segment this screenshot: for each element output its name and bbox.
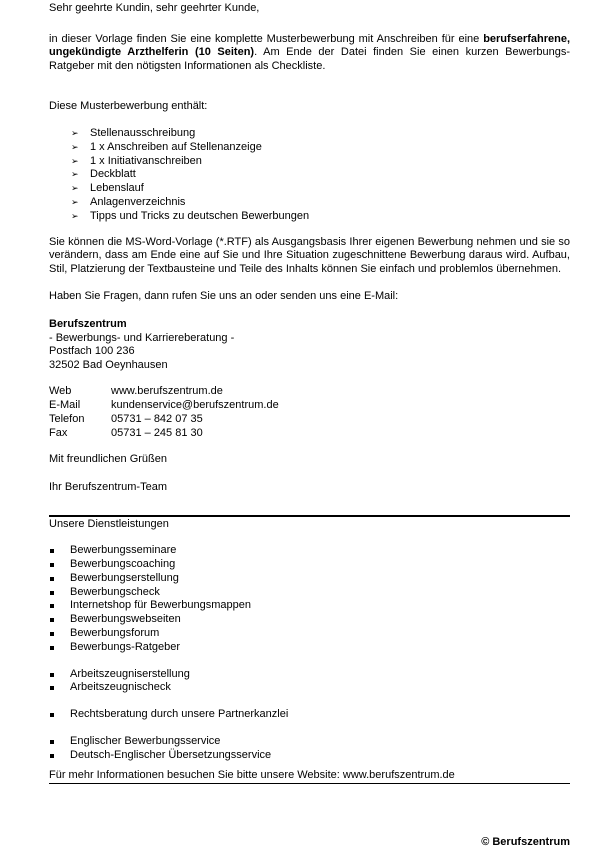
list-item: Bewerbungswebseiten bbox=[49, 613, 570, 627]
arrow-bullet-icon: ➢ bbox=[71, 155, 79, 166]
list-item: Bewerbungscheck bbox=[49, 586, 570, 600]
square-bullet-icon bbox=[50, 673, 54, 677]
square-bullet-icon bbox=[50, 632, 54, 636]
list-item: ➢ Deckblatt bbox=[71, 168, 136, 181]
copyright-notice: © Berufszentrum bbox=[481, 836, 570, 848]
square-bullet-icon bbox=[50, 740, 54, 744]
services-list-english bbox=[49, 735, 570, 763]
arrow-bullet-icon: ➢ bbox=[71, 183, 79, 194]
list-item: Bewerbungs-Ratgeber bbox=[49, 641, 570, 655]
intro-text-end: . Am Ende der Datei finden Sie einen kurzen Bewerbungs-Ratgeber mit den nötigsten Informationen als Checkliste. bbox=[49, 46, 570, 72]
contact-row-email: E-Mail kundenservice@berufszentrum.de bbox=[49, 399, 279, 412]
usage-paragraph: Sie können die MS-Word-Vorlage (*.RTF) als Ausgangsbasis Ihrer eigenen Bewerbung nehmen und sie so verändern, dass am Ende eine auf Sie und Ihre Situation zugeschnittene Bewerbung daraus wird. Aufbau, Stil, Platzierung der Textbausteine und Teile des Inhalts können Sie einfach und problemlos übernehmen. bbox=[49, 235, 570, 275]
signature: Ihr Berufszentrum-Team bbox=[49, 481, 167, 494]
list-item: ➢ Tipps und Tricks zu deutschen Bewerbungen bbox=[71, 209, 310, 222]
square-bullet-icon bbox=[50, 754, 54, 758]
list-item: ➢ 1 x Initiativanschreiben bbox=[71, 154, 202, 167]
square-bullet-icon bbox=[50, 646, 54, 650]
list-item: Deutsch-Englischer Übersetzungsservice bbox=[49, 749, 570, 763]
services-list-main bbox=[49, 544, 570, 654]
intro-highlight: berufserfahrene, ungekündigte Arzthelferin (10 Seiten) bbox=[49, 32, 570, 59]
contact-row-web: Web www.berufszentrum.de bbox=[49, 385, 223, 398]
list-item: Bewerbungscoaching bbox=[49, 558, 570, 572]
list-item: ➢ Lebenslauf bbox=[71, 182, 144, 195]
list-item: Arbeitszeugniserstellung bbox=[49, 668, 570, 682]
intro-text: in dieser Vorlage finden Sie eine komplette Musterbewerbung mit Anschreiben für eine bbox=[49, 32, 484, 45]
arrow-bullet-icon: ➢ bbox=[71, 127, 79, 138]
document-page bbox=[49, 0, 570, 784]
list-item: Bewerbungsseminare bbox=[49, 544, 570, 558]
square-bullet-icon bbox=[50, 618, 54, 622]
list-item: Internetshop für Bewerbungsmappen bbox=[49, 599, 570, 613]
contact-table bbox=[49, 385, 570, 440]
square-bullet-icon bbox=[50, 604, 54, 608]
list-item: ➢ Anlagenverzeichnis bbox=[71, 195, 186, 208]
arrow-bullet-icon: ➢ bbox=[71, 210, 79, 221]
list-item: Arbeitszeugnischeck bbox=[49, 681, 570, 695]
more-info-line: Für mehr Informationen besuchen Sie bitte unsere Website: www.berufszentrum.de bbox=[49, 769, 570, 785]
contents-heading: Diese Musterbewerbung enthält: bbox=[49, 100, 208, 113]
arrow-bullet-icon: ➢ bbox=[71, 169, 79, 180]
arrow-bullet-icon: ➢ bbox=[71, 141, 79, 152]
list-item: Englischer Bewerbungsservice bbox=[49, 735, 570, 749]
square-bullet-icon bbox=[50, 591, 54, 595]
questions-text: Haben Sie Fragen, dann rufen Sie uns an oder senden uns eine E-Mail: bbox=[49, 290, 399, 303]
services-list-certificates bbox=[49, 668, 570, 696]
contact-row-phone: Telefon 05731 – 842 07 35 bbox=[49, 412, 203, 425]
company-tagline: - Bewerbungs- und Karriereberatung - bbox=[49, 331, 235, 344]
email-link[interactable]: kundenservice@berufszentrum.de bbox=[111, 399, 279, 412]
intro-paragraph bbox=[49, 33, 570, 74]
square-bullet-icon bbox=[50, 563, 54, 567]
closing: Mit freundlichen Grüßen bbox=[49, 453, 167, 466]
company-city: 32502 Bad Oeynhausen bbox=[49, 358, 168, 371]
arrow-bullet-icon: ➢ bbox=[71, 196, 79, 207]
web-link[interactable]: www.berufszentrum.de bbox=[111, 385, 223, 398]
square-bullet-icon bbox=[50, 577, 54, 581]
greeting: Sehr geehrte Kundin, sehr geehrter Kunde, bbox=[49, 2, 260, 14]
list-item: ➢ 1 x Anschreiben auf Stellenanzeige bbox=[71, 140, 262, 153]
company-name: Berufszentrum bbox=[49, 317, 127, 330]
divider bbox=[49, 515, 570, 517]
list-item: Bewerbungserstellung bbox=[49, 572, 570, 586]
contents-list bbox=[49, 127, 570, 224]
list-item: Rechtsberatung durch unsere Partnerkanzlei bbox=[49, 708, 570, 722]
list-item: Bewerbungsforum bbox=[49, 627, 570, 641]
services-title: Unsere Dienstleistungen bbox=[49, 517, 169, 530]
square-bullet-icon bbox=[50, 549, 54, 553]
contact-row-fax: Fax 05731 – 245 81 30 bbox=[49, 426, 203, 439]
services-list-legal bbox=[49, 708, 570, 722]
list-item: ➢ Stellenausschreibung bbox=[71, 126, 196, 139]
company-street: Postfach 100 236 bbox=[49, 345, 135, 358]
square-bullet-icon bbox=[50, 713, 54, 717]
square-bullet-icon bbox=[50, 686, 54, 690]
